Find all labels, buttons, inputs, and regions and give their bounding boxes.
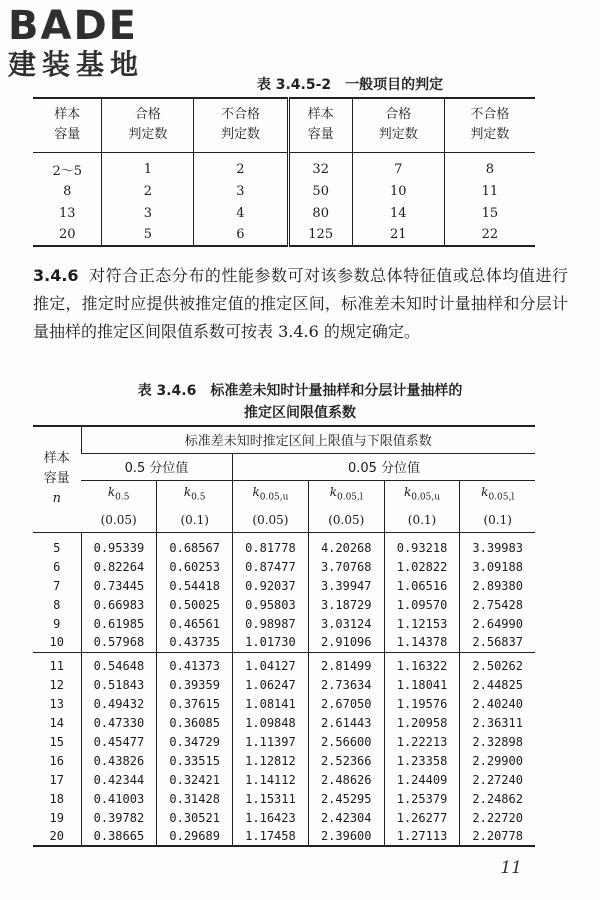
coefficient-cell: 1.14112: [233, 770, 309, 789]
table-row: [33, 152, 535, 180]
section-paragraph: [33, 262, 568, 346]
table-cell: 2: [102, 180, 194, 202]
table-row: [33, 732, 535, 751]
table-cell: 15: [444, 202, 535, 224]
coefficient-cell: 0.41373: [157, 652, 233, 675]
sample-symbol: n: [52, 491, 61, 507]
coefficient-cell: 3.03124: [308, 614, 384, 633]
table-cell: 2～5: [52, 163, 83, 179]
coefficient-header: [233, 480, 309, 532]
header-cell: 判定数: [194, 125, 288, 152]
paragraph-text: 对符合正态分布的性能参数可对该参数总体特征值或总体均值进行推定，推定时应提供被推定值的推定区间，标准差未知时计量抽样和分层计量抽样的推定区间限值系数可按表 3.4.6 的规定确定。: [33, 266, 568, 341]
coefficient-cell: 1.12812: [233, 751, 309, 770]
coefficient-cell: 4.20268: [308, 532, 384, 557]
coefficient-subscript: 0.05,l: [336, 492, 363, 503]
coefficient-symbol: k: [107, 485, 116, 500]
coefficient-cell: 0.54648: [81, 652, 157, 675]
coefficient-param: (0.1): [483, 512, 512, 527]
sample-size-cell: 12: [49, 677, 64, 692]
coefficient-cell: 0.43826: [81, 751, 157, 770]
sample-size-cell: 14: [49, 715, 64, 730]
coefficient-symbol: k: [329, 485, 337, 500]
header-cell: 判定数: [102, 125, 194, 152]
table-cell: 14: [352, 202, 444, 224]
coefficient-cell: 1.20958: [384, 713, 460, 732]
coefficient-cell: 0.42344: [81, 770, 157, 789]
sample-size-header: [33, 426, 81, 532]
coefficient-param: (0.1): [407, 512, 437, 527]
coefficient-subscript: 0.5: [191, 492, 206, 503]
coefficient-cell: 1.14378: [384, 633, 460, 652]
coefficient-cell: 1.18041: [384, 675, 460, 694]
header-cell: 不合格: [444, 98, 535, 125]
sample-size-cell: 16: [49, 753, 64, 768]
coefficient-cell: 2.27240: [460, 770, 535, 789]
coefficient-param: (0.05): [328, 512, 365, 527]
table-cell: 21: [352, 224, 444, 246]
section-number: 3.4.6: [33, 266, 79, 285]
coefficient-cell: 2.42304: [308, 808, 384, 827]
coefficient-cell: 1.25379: [384, 789, 460, 808]
header-group-median: 0.5 分位值: [81, 453, 233, 480]
coefficient-cell: 0.93218: [384, 532, 460, 557]
sample-size-cell: 13: [49, 696, 64, 711]
judgement-table: [33, 97, 535, 247]
coefficient-cell: 1.17458: [233, 827, 309, 846]
coefficient-cell: 2.29900: [460, 751, 535, 770]
coefficient-cell: 2.20778: [460, 827, 535, 846]
coefficient-cell: 0.54418: [157, 576, 233, 595]
header-cell: 样本: [54, 107, 81, 122]
header-cell: 判定数: [444, 125, 535, 152]
coefficient-cell: 1.26277: [384, 808, 460, 827]
coefficient-cell: 3.39983: [460, 532, 535, 557]
coefficient-cell: 1.24409: [384, 770, 460, 789]
coefficient-cell: 2.36311: [460, 713, 535, 732]
table-row: [33, 827, 535, 846]
table-cell: 13: [58, 205, 76, 221]
coefficient-cell: 0.39782: [81, 808, 157, 827]
coefficient-cell: 0.61985: [81, 614, 157, 633]
sample-size-cell: 6: [53, 559, 61, 574]
coefficient-cell: 0.95803: [233, 595, 309, 614]
coefficient-cell: 1.15311: [233, 789, 309, 808]
coefficient-cell: 0.38665: [81, 827, 157, 846]
coefficient-cell: 3.70768: [308, 557, 384, 576]
coefficient-cell: 2.81499: [308, 652, 384, 675]
coefficient-cell: 0.36085: [157, 713, 233, 732]
table-cell: 8: [444, 152, 535, 180]
sample-size-cell: 5: [53, 540, 61, 555]
table-cell: 4: [194, 202, 288, 224]
coefficient-subscript: 0.05,l: [488, 492, 515, 503]
coefficient-cell: 0.33515: [157, 751, 233, 770]
table-cell: 22: [444, 224, 535, 246]
coefficient-cell: 1.09570: [384, 595, 460, 614]
table-row: [33, 633, 535, 652]
coefficient-symbol: k: [404, 485, 412, 500]
coefficient-symbol: k: [481, 485, 489, 500]
coefficient-cell: 0.50025: [157, 595, 233, 614]
table1-header-row-1: [33, 98, 535, 125]
table2-header-row-3: [33, 480, 535, 532]
coefficient-cell: 0.82264: [81, 557, 157, 576]
coefficient-param: (0.05): [252, 512, 289, 527]
coefficient-cell: 1.23358: [384, 751, 460, 770]
sample-size-cell: 18: [49, 791, 64, 806]
table-row: [33, 557, 535, 576]
coefficient-cell: 0.60253: [157, 557, 233, 576]
table-cell: 8: [63, 183, 72, 199]
coefficient-symbol: k: [252, 485, 260, 500]
page-number: 11: [500, 858, 522, 878]
coefficient-symbol: k: [183, 485, 192, 500]
coefficient-cell: 2.64990: [460, 614, 535, 633]
coefficient-cell: 0.37615: [157, 694, 233, 713]
coefficient-cell: 1.08141: [233, 694, 309, 713]
sample-size-cell: 8: [53, 597, 61, 612]
coefficient-header: [81, 480, 157, 532]
coefficient-cell: 3.39947: [308, 576, 384, 595]
sample-size-cell: 19: [49, 810, 64, 825]
coefficient-cell: 0.66983: [81, 595, 157, 614]
coefficient-cell: 2.56600: [308, 732, 384, 751]
coefficient-cell: 0.39359: [157, 675, 233, 694]
coefficient-cell: 0.30521: [157, 808, 233, 827]
coefficient-header: [460, 480, 535, 532]
coefficient-cell: 1.19576: [384, 694, 460, 713]
table-cell: 125: [288, 224, 352, 246]
coefficient-cell: 2.61443: [308, 713, 384, 732]
table-cell: 5: [102, 224, 194, 246]
coefficient-cell: 1.16322: [384, 652, 460, 675]
coefficient-header: [384, 480, 460, 532]
sample-size-cell: 11: [33, 652, 81, 675]
table-cell: 20: [58, 227, 76, 242]
coefficient-cell: 1.09848: [233, 713, 309, 732]
table-row: [33, 652, 535, 675]
coefficient-cell: 2.22720: [460, 808, 535, 827]
table1-header-row-2: [33, 125, 535, 152]
coefficient-cell: 2.24862: [460, 789, 535, 808]
table2-caption-line-1: 表 3.4.6 标准差未知时计量抽样和分层计量抽样的: [137, 383, 463, 399]
coefficient-cell: 2.52366: [308, 751, 384, 770]
coefficient-cell: 0.29689: [157, 827, 233, 846]
header-cell: 容量: [288, 125, 352, 152]
coefficient-cell: 0.46561: [157, 614, 233, 633]
table-cell: 2: [194, 152, 288, 180]
coefficient-cell: 1.06516: [384, 576, 460, 595]
table-cell: 6: [194, 224, 288, 246]
coefficient-cell: 2.50262: [460, 652, 535, 675]
table-row: [33, 770, 535, 789]
table-cell: 7: [352, 152, 444, 180]
coefficient-cell: 2.67050: [308, 694, 384, 713]
table-row: [33, 224, 535, 246]
table-row: [33, 808, 535, 827]
coefficient-cell: 2.39600: [308, 827, 384, 846]
table-cell: 1: [102, 152, 194, 180]
coefficient-cell: 1.27113: [384, 827, 460, 846]
table-row: [33, 202, 535, 224]
sample-size-cell: 17: [49, 772, 64, 787]
table-cell: 11: [444, 180, 535, 202]
coefficient-cell: 0.73445: [81, 576, 157, 595]
coefficient-cell: 2.48626: [308, 770, 384, 789]
table2-caption-line-2: 推定区间限值系数: [244, 405, 356, 421]
coefficient-cell: 0.92037: [233, 576, 309, 595]
coefficient-header: [308, 480, 384, 532]
table-row: [33, 694, 535, 713]
header-group-quantile: 0.05 分位值: [233, 453, 535, 480]
coefficient-cell: 0.34729: [157, 732, 233, 751]
coefficient-param: (0.1): [180, 512, 209, 527]
header-cell: 合格: [102, 98, 194, 125]
coefficient-cell: 1.22213: [384, 732, 460, 751]
coefficient-cell: 2.89380: [460, 576, 535, 595]
coefficient-cell: 3.09188: [460, 557, 535, 576]
table-cell: 80: [288, 202, 352, 224]
coefficient-cell: 2.32898: [460, 732, 535, 751]
sample-header-line: 容量: [43, 471, 70, 487]
coefficient-cell: 0.81778: [233, 532, 309, 557]
table-row: [33, 675, 535, 694]
coefficient-cell: 0.43735: [157, 633, 233, 652]
coefficient-cell: 2.44825: [460, 675, 535, 694]
coefficient-cell: 2.91096: [308, 633, 384, 652]
sample-size-cell: 7: [53, 578, 61, 593]
coefficient-cell: 0.49432: [81, 694, 157, 713]
table-row: [33, 595, 535, 614]
table-cell: 3: [194, 180, 288, 202]
sample-size-cell: 20: [49, 829, 64, 843]
header-cell: 判定数: [352, 125, 444, 152]
header-top: 标准差未知时推定区间上限值与下限值系数: [81, 426, 535, 453]
coefficient-cell: 1.01730: [233, 633, 309, 652]
coefficient-cell: 1.04127: [233, 652, 309, 675]
table-row: [33, 751, 535, 770]
coefficient-cell: 0.47330: [81, 713, 157, 732]
coefficient-cell: 2.75428: [460, 595, 535, 614]
table2-header-row-2: [33, 453, 535, 480]
header-cell: 样本: [288, 98, 352, 125]
table1-caption: 表 3.4.5-2 一般项目的判定: [256, 77, 444, 93]
coefficient-cell: 1.11397: [233, 732, 309, 751]
coefficient-cell: 1.06247: [233, 675, 309, 694]
sample-header-line: 样本: [43, 451, 70, 467]
logo-subtitle: 建装基地: [8, 48, 145, 81]
table-row: [33, 180, 535, 202]
table-row: [33, 576, 535, 595]
table-row: [33, 532, 535, 557]
coefficient-cell: 0.87477: [233, 557, 309, 576]
coefficient-cell: 1.02822: [384, 557, 460, 576]
header-cell: 不合格: [194, 98, 288, 125]
coefficient-cell: 2.40240: [460, 694, 535, 713]
coefficient-table: [33, 425, 535, 847]
coefficient-cell: 1.12153: [384, 614, 460, 633]
coefficient-cell: 0.31428: [157, 789, 233, 808]
coefficient-subscript: 0.05,u: [259, 492, 289, 503]
coefficient-cell: 1.16423: [233, 808, 309, 827]
coefficient-cell: 0.51843: [81, 675, 157, 694]
logo-word: BADE: [8, 3, 138, 49]
coefficient-cell: 0.45477: [81, 732, 157, 751]
header-cell: 合格: [352, 98, 444, 125]
table-row: [33, 789, 535, 808]
coefficient-header: [157, 480, 233, 532]
coefficient-cell: 3.18729: [308, 595, 384, 614]
coefficient-cell: 2.45295: [308, 789, 384, 808]
coefficient-subscript: 0.5: [115, 492, 130, 503]
sample-size-cell: 9: [53, 616, 61, 631]
coefficient-cell: 0.68567: [157, 532, 233, 557]
sample-size-cell: 10: [49, 635, 64, 650]
coefficient-cell: 2.56837: [460, 633, 535, 652]
table2-header-row-1: [33, 426, 535, 453]
table-row: [33, 713, 535, 732]
coefficient-cell: 0.32421: [157, 770, 233, 789]
coefficient-param: (0.05): [100, 512, 137, 527]
table-cell: 10: [352, 180, 444, 202]
table-cell: 32: [288, 152, 352, 180]
table-row: [33, 614, 535, 633]
table-cell: 50: [288, 180, 352, 202]
table-cell: 3: [102, 202, 194, 224]
coefficient-cell: 0.57968: [81, 633, 157, 652]
coefficient-cell: 0.95339: [81, 532, 157, 557]
table2-caption: [0, 380, 600, 424]
coefficient-subscript: 0.05,u: [411, 492, 440, 503]
coefficient-cell: 0.98987: [233, 614, 309, 633]
coefficient-cell: 2.73634: [308, 675, 384, 694]
header-cell: 容量: [33, 125, 102, 152]
coefficient-cell: 0.41003: [81, 789, 157, 808]
sample-size-cell: 15: [49, 734, 64, 749]
